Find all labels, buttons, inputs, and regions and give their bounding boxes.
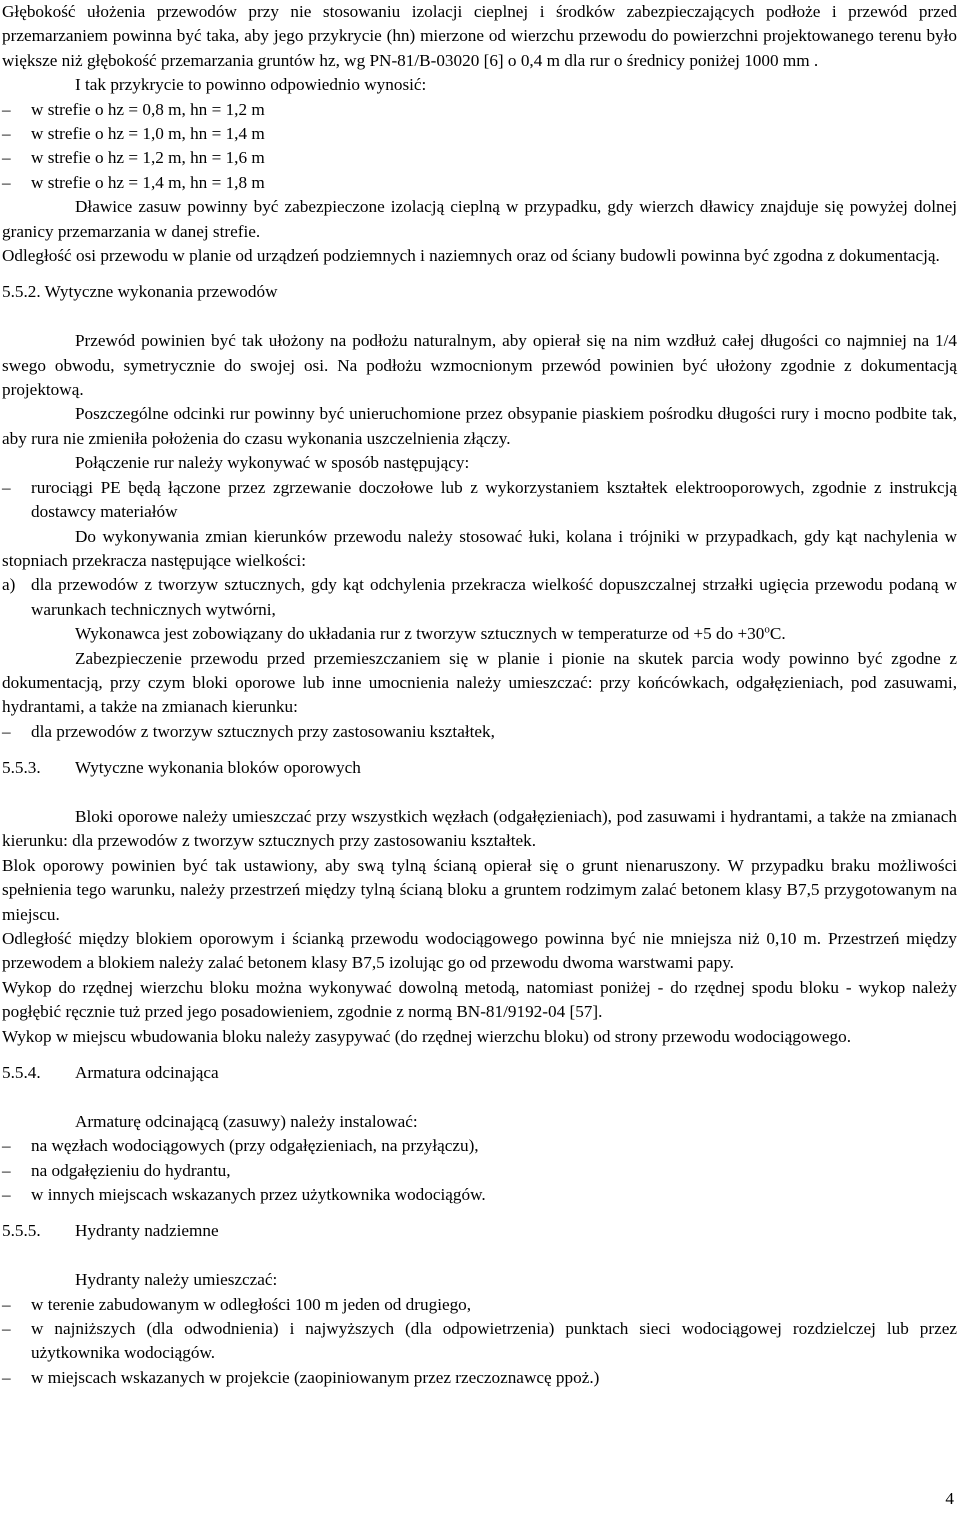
list-item: – dla przewodów z tworzyw sztucznych przy zastosowaniu kształtek, [2, 720, 957, 744]
list-item: – rurociągi PE będą łączone przez zgrzewanie doczołowe lub z wykorzystaniem kształtek elektrooporowych, zgodnie z instrukcją dostawcy materiałów [2, 477, 957, 522]
list-item: – w miejscach wskazanych w projekcie (zaopiniowanym przez rzeczoznawcę ppoż.) [2, 1366, 957, 1390]
paragraph: Poszczególne odcinki rur powinny być unieruchomione przez obsypanie piaskiem pośrodku długości rury i mocno podbite tak, aby rura nie zmieniła położenia do czasu wykonania uszczelnienia złączy. [2, 404, 957, 448]
dash-bullet: – [2, 721, 11, 741]
paragraph: Przewód powinien być tak ułożony na podłożu naturalnym, aby opierał się na nim wzdłuż całej długości co najmniej na 1/4 swego obwodu, symetrycznie do swojej osi. Na podłożu wzmocnionym przewód powinien być ułożony zgodnie z dokumentacją projektową. [2, 331, 957, 400]
list-item: – w innych miejscach wskazanych przez użytkownika wodociągów. [2, 1183, 957, 1207]
section-title: Wytyczne wykonania bloków oporowych [75, 758, 361, 778]
dash-bullet: – [2, 1136, 11, 1156]
list-item: – w strefie o hz = 0,8 m, hn = 1,2 m [2, 98, 957, 122]
dash-bullet: – [2, 1185, 11, 1205]
paragraph-temperature: Wykonawca jest zobowiązany do układania rur z tworzyw sztucznych w temperaturze od +5 do $+30^oC$. [75, 623, 786, 644]
paragraph: Zabezpieczenie przewodu przed przemieszczaniem się w planie i pionie na skutek parcia wody powinno być zgodne z dokumentacją, przy czym bloki oporowe lub inne umocnienia należy umieszczać: przy końcówkach, odgałęzieniach, pod zasuwami, hydrantami, a także na zmianach kierunku: [2, 648, 957, 717]
section-number: 5.5.4. [2, 1063, 41, 1083]
dash-bullet: – [2, 1294, 11, 1314]
section-title: Hydranty nadziemne [75, 1221, 219, 1241]
page-number: 4 [945, 1489, 954, 1508]
paragraph: Bloki oporowe należy umieszczać przy wszystkich węzłach (odgałęzieniach), pod zasuwami i hydrantami, a także na zmianach kierunku: dla przewodów z tworzyw sztucznych przy zastosowaniu kształtek. [2, 806, 957, 851]
section-heading-552 [2, 280, 957, 304]
joint-list [2, 476, 957, 525]
list-item: – w strefie o hz = 1,4 m, hn = 1,8 m [2, 171, 957, 195]
paragraph: Odległość między blokiem oporowym i ścianką przewodu wodociągowego powinna być nie mniejsza niż 0,10 m. Przestrzeń między przewodem a blokiem należy zalać betonem klasy B7,5 izolując go od przewodu dwoma warstwami papy. [2, 929, 957, 973]
dash-bullet: – [2, 99, 11, 119]
section-heading-555 [2, 1219, 957, 1243]
dash-bullet: – [2, 1160, 11, 1180]
list-item: – w strefie o hz = 1,0 m, hn = 1,4 m [2, 122, 957, 146]
dash-bullet: – [2, 477, 11, 497]
dash-bullet: – [2, 172, 11, 192]
list-item: – na węzłach wodociągowych (przy odgałęzieniach, na przyłączu), [2, 1134, 957, 1158]
section-heading-554 [2, 1061, 957, 1085]
dash-bullet: – [2, 1367, 11, 1387]
lettered-item: a) dla przewodów z tworzyw sztucznych, gdy kąt odchylenia przekracza wielkość dopuszczalnej strzałki ugięcia przewodu podaną w warunkach technicznych wytwórni, [2, 575, 957, 619]
intro-paragraph-cover: I tak przykrycie to powinno odpowiednio wynosić: [75, 75, 427, 95]
list-item: – w strefie o hz = 1,2 m, hn = 1,6 m [2, 146, 957, 170]
list-item: – na odgałęzieniu do hydrantu, [2, 1159, 957, 1183]
list-item: – w terenie zabudowanym w odległości 100 m jeden od drugiego, [2, 1293, 957, 1317]
zone-list [2, 98, 957, 196]
hydrant-list [2, 1293, 957, 1391]
paragraph: Połączenie rur należy wykonywać w sposób następujący: [75, 453, 470, 473]
item-marker: a) [2, 575, 16, 595]
paragraph: Armaturę odcinającą (zasuwy) należy instalować: [75, 1111, 418, 1131]
list-item: – w najniższych (dla odwodnienia) i najwyższych (dla odpowietrzenia) punktach sieci wodociągowej rozdzielczej lub przez użytkownika wodociągów. [2, 1319, 957, 1363]
paragraph: Blok oporowy powinien być tak ustawiony, aby swą tylną ścianą opierał się o grunt nienaruszony. W przypadku braku możliwości spełnienia tego warunku, należy przestrzeń między tylną ścianą bloku a gruntem rodzimym zalać betonem klasy B7,5 przygotowanym na miejscu. [2, 855, 957, 924]
intro-paragraph-glands: Dławice zasuw powinny być zabezpieczone izolacją cieplną w przypadku, gdy wierzch dławicy znajduje się powyżej dolnej granicy przemarzania w danej strefie. [2, 197, 957, 241]
section-title: Armatura odcinająca [75, 1063, 219, 1083]
intro-paragraph-depth: Głębokość ułożenia przewodów przy nie stosowaniu izolacji cieplnej i środków zabezpieczających podłoże i przewód przed przemarzaniem powinna być taka, aby jego przykrycie (hn) mierzone od wierzchu przewodu do powierzchni projektowanego terenu było większe niż głębokość przemarzania gruntów hz, wg PN-81/B-03020 [6] o 0,4 m dla rur o średnicy poniżej 1000 mm . [2, 2, 957, 70]
valve-list [2, 1134, 957, 1207]
dash-bullet: – [2, 1319, 11, 1339]
paragraph: Hydranty należy umieszczać: [75, 1270, 278, 1290]
section-title: Wytyczne wykonania przewodów [44, 282, 278, 302]
paragraph: Wykop do rzędnej wierzchu bloku można wykonywać dowolną metodą, natomiast poniżej - do rzędnej spodu bloku - wykop należy pogłębić ręcznie tuż przed jego posadowieniem, zgodnie z normą BN-81/9192-04 [57]. [2, 977, 957, 1022]
section-number: 5.5.3. [2, 758, 41, 778]
fitting-list [2, 720, 957, 744]
intro-paragraph-distance: Odległość osi przewodu w planie od urządzeń podziemnych i naziemnych oraz od ściany budowli powinna być zgodna z dokumentacją. [2, 246, 940, 266]
section-number: 5.5.2. [2, 282, 41, 302]
paragraph: Do wykonywania zmian kierunków przewodu należy stosować łuki, kolana i trójniki w przypadkach, gdy kąt nachylenia w stopniach przekracza następujące wielkości: [2, 526, 957, 570]
dash-bullet: – [2, 148, 11, 168]
paragraph: Wykop w miejscu wbudowania bloku należy zasypywać (do rzędnej wierzchu bloku) od strony przewodu wodociągowego. [2, 1026, 852, 1046]
dash-bullet: – [2, 124, 11, 144]
section-heading-553 [2, 756, 957, 780]
section-number: 5.5.5. [2, 1221, 41, 1241]
